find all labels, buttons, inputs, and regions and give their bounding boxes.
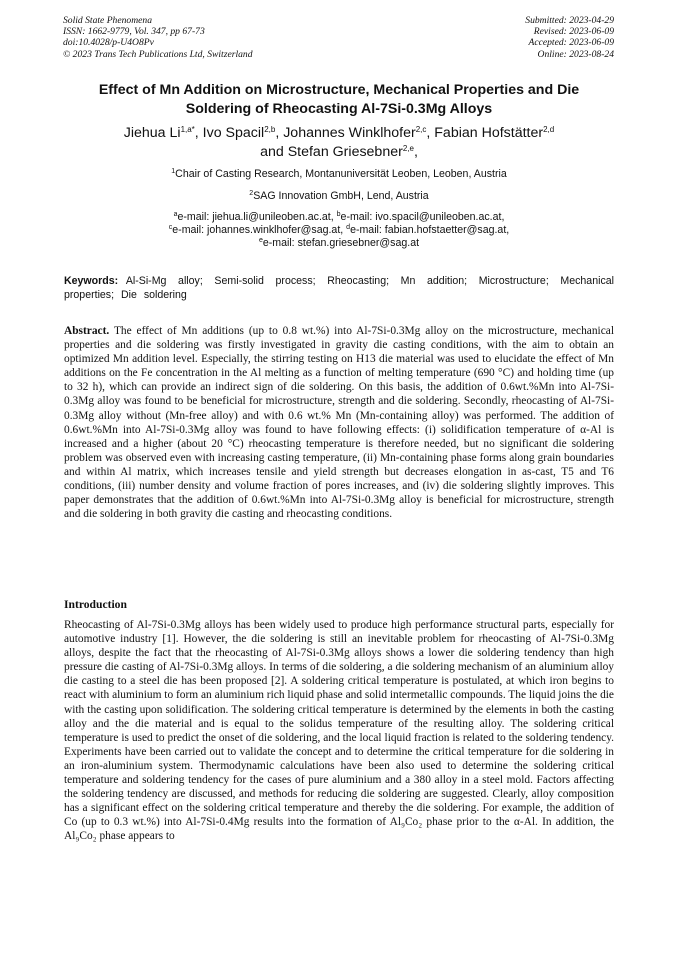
paper-title bbox=[40, 81, 638, 119]
email-line-3 bbox=[40, 237, 638, 250]
author-name: , Johannes Winklhofer bbox=[275, 125, 416, 141]
author-list bbox=[40, 124, 638, 162]
authors-line-1 bbox=[40, 124, 638, 143]
doi: doi:10.4028/p-U4O8Pv bbox=[63, 37, 154, 49]
title-line-2: Soldering of Rheocasting Al-7Si-0.3Mg Alloys bbox=[185, 101, 493, 117]
publication-dates bbox=[525, 15, 614, 60]
keywords-text: Al-Si-Mg alloy; Semi-solid process; Rheocasting; Mn addition; Microstructure; Mechanical properties; Die soldering bbox=[64, 275, 614, 301]
issn: ISSN: 1662-9779, Vol. 347, pp 67-73 bbox=[63, 26, 205, 38]
author-name: , Ivo Spacil bbox=[194, 125, 265, 141]
author-sup: 2,c bbox=[415, 125, 427, 134]
email-sup: e bbox=[258, 237, 263, 244]
authors-line-2 bbox=[40, 143, 638, 162]
section-heading-introduction: Introduction bbox=[64, 598, 127, 611]
title-line-1: Effect of Mn Addition on Microstructure, Mechanical Properties and Die bbox=[98, 82, 580, 98]
author-sup: 2,b bbox=[264, 125, 276, 134]
email-c: e-mail: johannes.winklhofer@sag.at, bbox=[172, 224, 347, 236]
date-submitted: Submitted: 2023-04-29 bbox=[525, 15, 614, 26]
journal-info bbox=[63, 15, 253, 60]
affiliation-text: Chair of Casting Research, Montanuniversität Leoben, Leoben, Austria bbox=[175, 168, 507, 180]
affiliation-2 bbox=[40, 190, 638, 203]
author-sup: 1,a* bbox=[180, 125, 195, 134]
affiliation-sup: 2 bbox=[249, 190, 254, 197]
date-revised: Revised: 2023-06-09 bbox=[533, 26, 614, 38]
author-name: Jiehua Li bbox=[123, 125, 181, 141]
affiliation-1 bbox=[40, 168, 638, 181]
date-online: Online: 2023-08-24 bbox=[537, 48, 614, 60]
email-sup: a bbox=[173, 211, 178, 218]
date-accepted: Accepted: 2023-06-09 bbox=[528, 37, 614, 49]
affiliation-text: SAG Innovation GmbH, Lend, Austria bbox=[253, 190, 429, 202]
author-suffix: , bbox=[413, 144, 418, 160]
email-line-1 bbox=[40, 211, 638, 224]
abstract-label: Abstract. bbox=[64, 325, 110, 337]
email-b: e-mail: ivo.spacil@unileoben.ac.at, bbox=[340, 211, 505, 223]
abstract bbox=[64, 324, 614, 521]
email-sup: b bbox=[336, 211, 341, 218]
author-sup: 2,d bbox=[543, 125, 555, 134]
author-name: and Stefan Griesebner bbox=[260, 144, 403, 160]
keywords-label: Keywords: bbox=[64, 275, 119, 287]
journal-name: Solid State Phenomena bbox=[63, 15, 152, 26]
keywords bbox=[64, 275, 614, 302]
email-list bbox=[40, 211, 638, 250]
author-sup: 2,e bbox=[402, 144, 414, 153]
email-e: e-mail: stefan.griesebner@sag.at bbox=[262, 237, 420, 249]
email-a: e-mail: jiehua.li@unileoben.ac.at, bbox=[177, 211, 337, 223]
email-sup: d bbox=[346, 224, 351, 231]
introduction-text: Rheocasting of Al-7Si-0.3Mg alloys has been widely used to produce high performance structural parts, especially for automotive industry [1]. However, the die soldering is still an inevitable problem for rheocasting of Al-7Si-0.3Mg alloys, despite the fact that the rheocasting of Al-7Si-0.3Mg alloys shows a lower die soldering tendency than high pressure die casting of Al-7Si-0.3Mg alloys. In terms of die soldering, a die soldering mechanism of an aluminium alloy die casting to a steel die has been proposed [2]. A soldering critical temperature is postulated, at which iron begins to react with aluminium to form an aluminium rich liquid phase and solid intermetallic compounds. The liquid joins the die with the casting upon solidification. The soldering critical temperature is determined by the elements in both the casting alloy and the die material and is equal to the solidus temperature of the resulting alloy. The soldering critical temperature is used to predict the onset of die soldering, and the local liquid fraction is related to the soldering tendency. Experiments have been carried out to validate the concept and to determine the critical temperature for die soldering in an iron-aluminium system. Thermodynamic calculations have been also used to determine the soldering critical temperature and soldering tendency for the cases of pure aluminium and a 380 alloy in a steel mold. Factors affecting the soldering tendency are discussed, and methods for reducing die soldering are suggested. Clearly, alloy composition has a significant effect on the soldering critical temperature and thereby the die soldering. For example, the addition of Co (up to 0.3 wt.%) into Al-7Si-0.4Mg results into the formation of Al₉Co₂ phase prior to the α-Al. In addition, the Al₉Co₂ phase appears to bbox=[64, 619, 614, 843]
email-d: e-mail: fabian.hofstaetter@sag.at, bbox=[350, 224, 510, 236]
author-name: , Fabian Hofstätter bbox=[426, 125, 544, 141]
email-sup: c bbox=[168, 224, 173, 231]
affiliation-sup: 1 bbox=[171, 168, 176, 175]
abstract-text: The effect of Mn additions (up to 0.8 wt.%) into Al-7Si-0.3Mg alloy on the microstructure, mechanical properties and die soldering was firstly investigated in gravity die casting conditions, with the aim to obtain an optimized Mn addition level. Especially, the stirring testing on H13 die material was used to elucidate the effect of Mn additions on the Fe concentration in the Al melting as a function of melting temperature (690 °C) and holding time (up to 32 h), which can provide an indirect sign of die soldering. On this basis, the addition of 0.6wt.%Mn into Al-7Si-0.3Mg alloy was found to be beneficial for microstructure, strength and die soldering. Secondly, rheocasting of Al-7Si-0.3Mg alloy without (Mn-free alloy) and with 0.6 wt.% Mn (Mn-containing alloy) was performed. The addition of 0.6wt.%Mn into Al-7Si-0.3Mg alloy was found to have following effects: (i) solidification temperature of α-Al is increased and a higher (about 20 °C) rheocasting temperature is therefore needed, but no significant die soldering problem was observed even with increasing casting temperature, (ii) Mn-containing phase forms along grain boundaries and within Al matrix, which increases tensile and yield strength but decreases elongation in as-cast, T5 and T6 conditions, (iii) number density and volume fraction of pores increases, and (iv) die soldering slightly improves. This paper demonstrates that the addition of 0.6wt.%Mn into Al-7Si-0.3Mg alloy is beneficial for microstructure, strength and die soldering in both gravity die casting and rheocasting conditions. bbox=[64, 325, 614, 521]
copyright: © 2023 Trans Tech Publications Ltd, Switzerland bbox=[63, 48, 253, 60]
email-line-2 bbox=[40, 224, 638, 237]
